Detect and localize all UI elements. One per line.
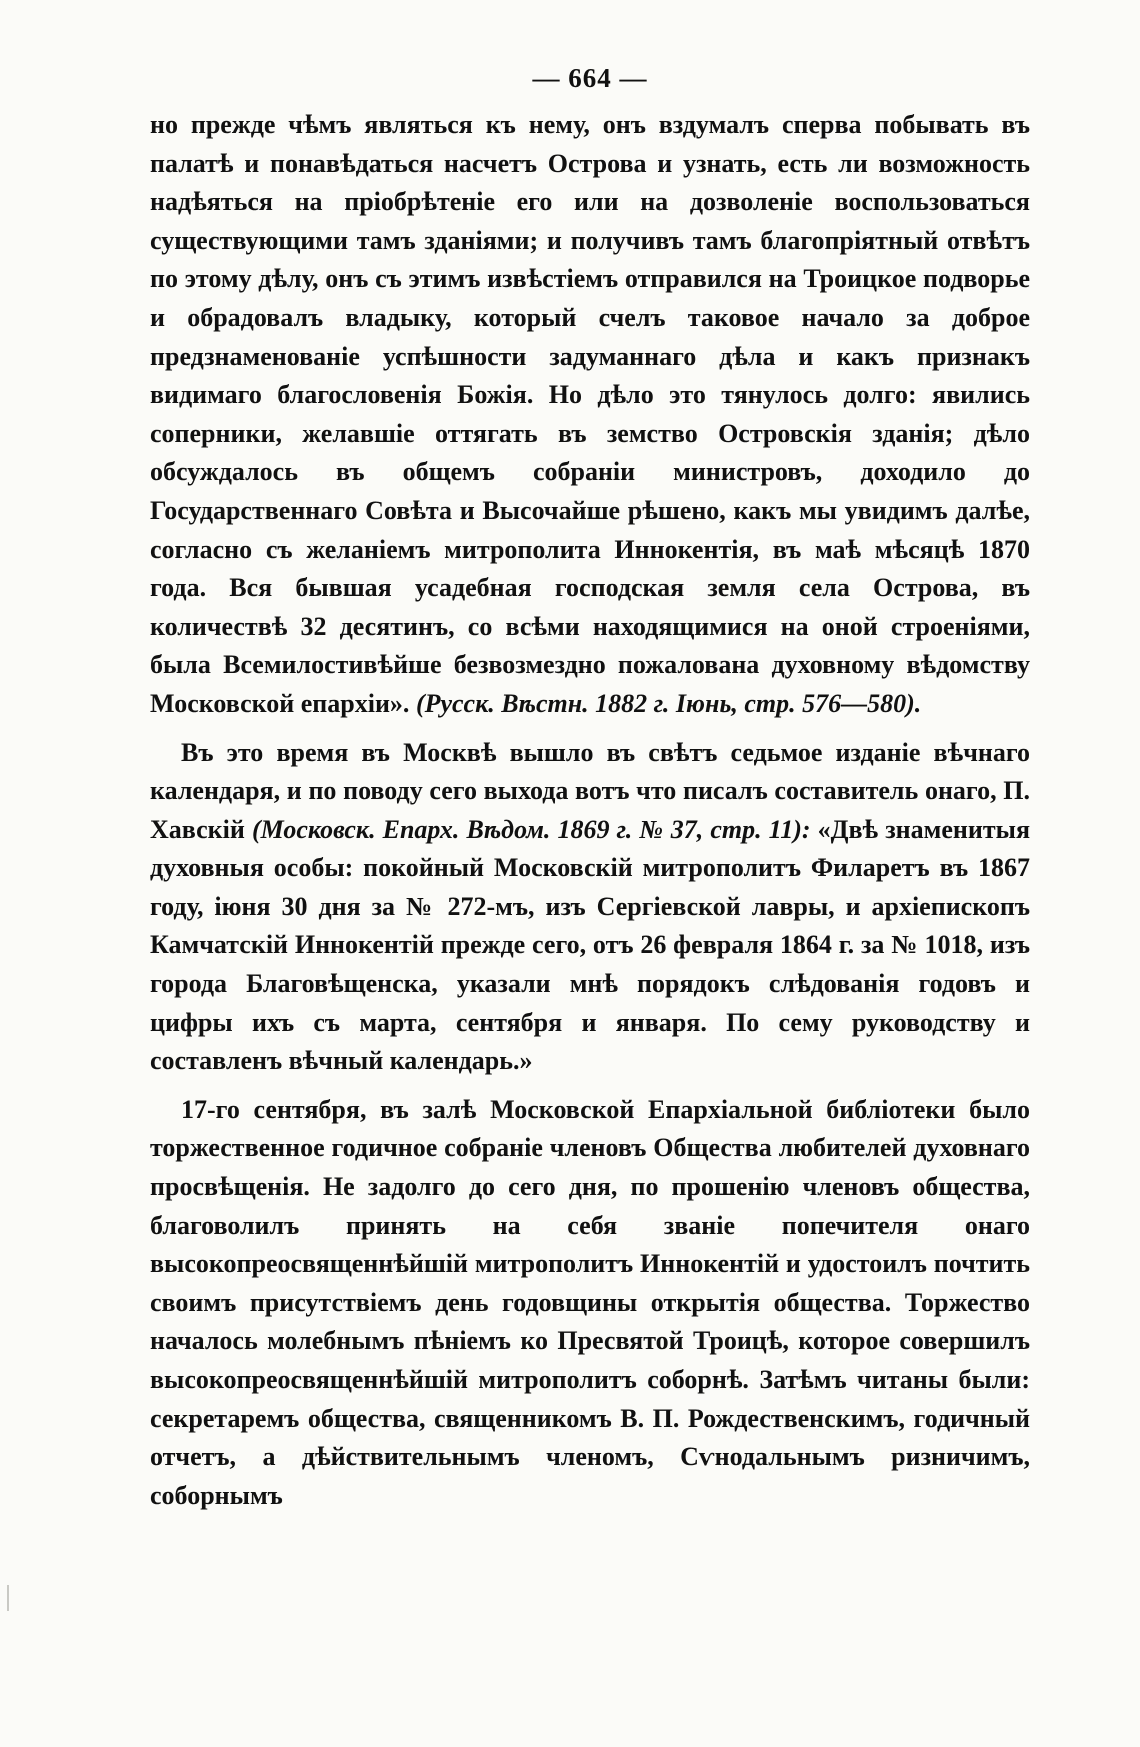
paragraph-2-quote: «Двѣ знаменитыя духовныя особы: покойный Московскій митрополитъ Филаретъ въ 1867 году, іюня 30 дня за № 272-мъ, изъ Сергіевской лавры, и архіепископъ Камчатскій Иннокентій прежде сего, отъ 26 февраля 1864 г. за № 1018, изъ города Благовѣщенска, указали мнѣ порядокъ слѣдованія годовъ и цифры ихъ съ марта, сентября и января. По сему руководству и составленъ вѣчный календарь.»: [150, 814, 1031, 1076]
citation-moskovsk-eparkh-vedom: (Московск. Епарх. Вѣдом. 1869 г. № 37, стр. 11):: [251, 814, 811, 844]
paragraph-3-text: 17-го сентября, въ залѣ Московской Епархіальной библіотеки было торжественное годичное собраніе членовъ Общества любителей духовнаго просвѣщенія. Не задолго до сего дня, по прошенію членовъ общества, благоволилъ принять на себя званіе попечителя онаго высокопреосвященнѣйшій митрополитъ Иннокентій и удостоилъ почтить своимъ присутствіемъ день годовщины открытія общества. Торжество началось молебнымъ пѣніемъ ко Пресвятой Троицѣ, которое совершилъ высокопреосвященнѣйшій митрополитъ соборнѣ. Затѣмъ читаны были: секретаремъ общества, священникомъ В. П. Рождественскимъ, годичный отчетъ, а дѣйствительнымъ членомъ, Сѵнодальнымъ ризничимъ, соборнымъ: [150, 1094, 1030, 1510]
paragraph-3: [150, 1091, 1030, 1516]
paragraph-2: [150, 734, 1030, 1081]
paragraph-1: [150, 106, 1030, 724]
page-number: — 664 —: [532, 63, 648, 93]
scan-margin-mark: [7, 1585, 9, 1611]
book-page: [150, 58, 1030, 1515]
paragraph-2-intro: Въ это время въ Москвѣ вышло въ свѣтъ седьмое изданіе вѣчнаго календаря, и по поводу сего выхода вотъ что писалъ составитель онаго, П. Хавскій: [150, 737, 1030, 844]
paragraph-1-text: но прежде чѣмъ являться къ нему, онъ вздумалъ сперва побывать въ палатѣ и понавѣдаться насчетъ Острова и узнать, есть ли возможность надѣяться на пріобрѣтеніе его или на дозволеніе воспользоваться существующими тамъ зданіями; и получивъ тамъ благопріятный отвѣтъ по этому дѣлу, онъ съ этимъ извѣстіемъ отправился на Троицкое подворье и обрадовалъ владыку, который счелъ таковое начало за доброе предзнаменованіе успѣшности задуманнаго дѣла и какъ признакъ видимаго благословенія Божія. Но дѣло это тянулось долго: явились соперники, желавшіе оттягать въ земство Островскія зданія; дѣло обсуждалось въ общемъ собраніи министровъ, доходило до Государственнаго Совѣта и Высочайше рѣшено, какъ мы увидимъ далѣе, согласно съ желаніемъ митрополита Иннокентія, въ маѣ мѣсяцѣ 1870 года. Вся бывшая усадебная господская земля села Острова, въ количествѣ 32 десятинъ, со всѣми находящимися на оной строеніями, была Всемилостивѣйше безвозмездно пожалована духовному вѣдомству Московской епархіи».: [150, 110, 1030, 718]
citation-russkiy-vestnik: (Русск. Вѣстн. 1882 г. Іюнь, стр. 576—580).: [415, 688, 922, 718]
